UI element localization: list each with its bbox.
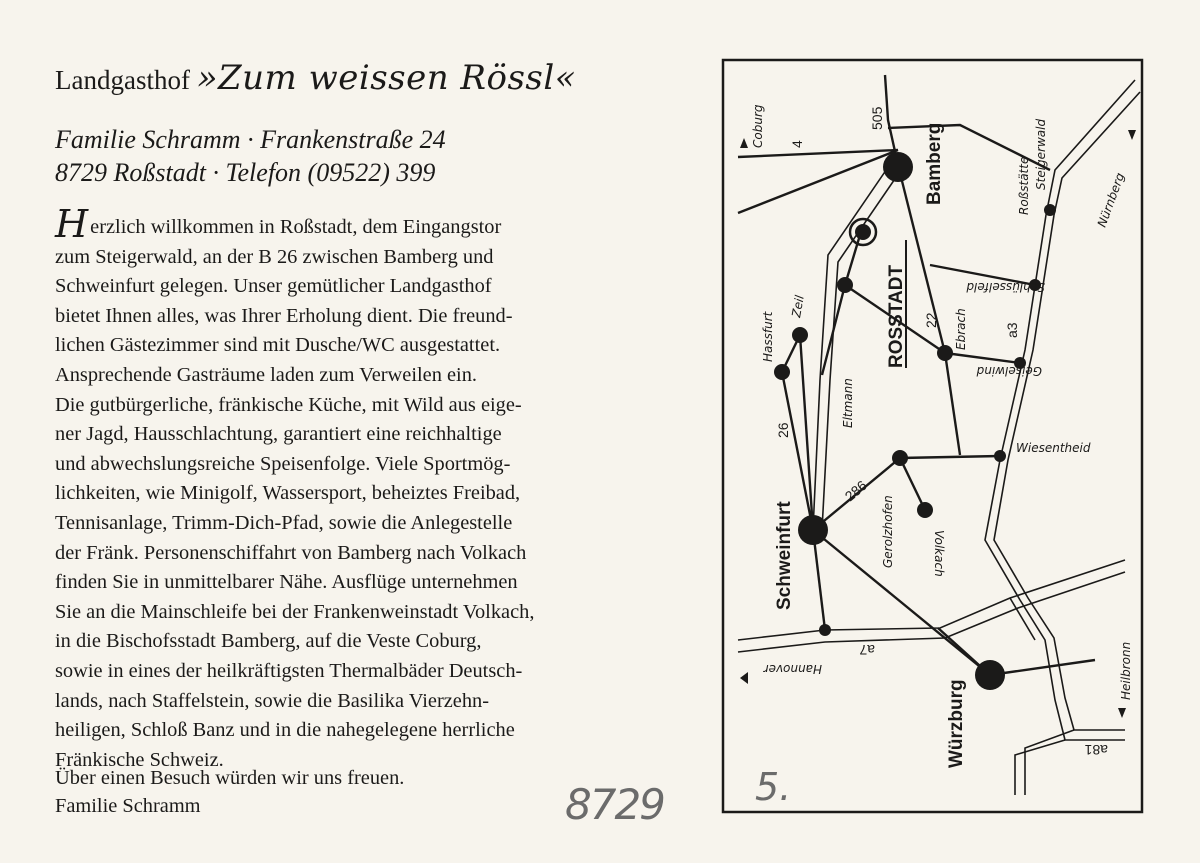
body-line: heiligen, Schloß Banz und in die nahegelegene herrliche <box>55 719 515 742</box>
road-a7-label: a7 <box>859 642 875 658</box>
address-line-1: Familie Schramm · Frankenstraße 24 <box>55 125 446 154</box>
body-line: und abwechslungsreiche Speisenfolge. Viele Sportmög- <box>55 452 511 475</box>
coburg-label: Coburg <box>751 104 765 148</box>
body-line: bietet Ihnen alles, was Ihrer Erholung dient. Die freund- <box>55 304 513 327</box>
road-a3-label: a3 <box>1004 322 1020 338</box>
body-line: Ansprechende Gasträume laden zum Verweilen ein. <box>55 363 477 386</box>
heilbronn-label: Heilbronn <box>1119 641 1133 700</box>
body-line: in die Bischofsstadt Bamberg, auf die Veste Coburg, <box>55 630 482 653</box>
drop-cap: H <box>55 202 89 246</box>
body-line: lichkeiten, wie Minigolf, Wassersport, beheiztes Freibad, <box>55 482 521 505</box>
steigerwald-label: Steigerwald <box>1034 118 1048 190</box>
bamberg-marker <box>883 152 913 182</box>
ebrach-label: Ebrach <box>954 308 968 350</box>
eltmann-label: Eltmann <box>841 378 855 428</box>
body-line: sowie in eines der heilkräftigsten Thermalbäder Deutsch- <box>55 659 523 682</box>
body-line: Sie an die Mainschleife bei der Frankenweinstadt Volkach, <box>55 600 535 623</box>
body-line-text: erzlich willkommen in Roßstadt, dem Eingangstor <box>90 216 502 238</box>
road-286-label: 286 <box>841 477 870 505</box>
body-line: der Fränk. Personenschiffahrt von Bamberg nach Volkach <box>55 541 527 564</box>
closing-line-2: Familie Schramm <box>55 795 201 817</box>
wiesentheid-label: Wiesentheid <box>1016 441 1091 455</box>
body-line: ner Jagd, Hausschlachtung, garantiert eine reichhaltige <box>55 423 502 446</box>
hannover-label: Hannover <box>763 662 822 676</box>
body-line: Schweinfurt gelegen. Unser gemütlicher Landgasthof <box>55 275 492 298</box>
pencil-postcode: 8729 <box>565 780 664 829</box>
title-script: »Zum weissen Rössl« <box>196 58 577 98</box>
rossstadt-label: ROSSTADT <box>886 264 907 368</box>
wuerzburg-marker <box>975 660 1005 690</box>
road-26-label: 26 <box>775 422 791 438</box>
road-22-label: 22 <box>923 312 939 328</box>
schluesselfeld-label: Schlüsselfeld <box>966 280 1045 294</box>
address-line-2: 8729 Roßstadt · Telefon (09522) 399 <box>55 158 436 187</box>
body-line: finden Sie in unmittelbarer Nähe. Ausflüge unternehmen <box>55 571 518 594</box>
body-line: lands, nach Staffelstein, sowie die Basilika Vierzehn- <box>55 689 490 712</box>
wuerzburg-label: Würzburg <box>946 679 967 768</box>
road-4-label: 4 <box>789 140 805 148</box>
title-prefix: Landgasthof <box>55 65 190 95</box>
zeil-label: Zeil <box>789 294 807 319</box>
road-a81-label: a81 <box>1084 742 1108 758</box>
bamberg-label: Bamberg <box>924 122 945 205</box>
direction-arrows <box>740 130 1136 718</box>
nuernberg-label: Nürnberg <box>1094 170 1128 230</box>
hassfurt-label: Hassfurt <box>761 311 775 362</box>
body-line: Tennisanlage, Trimm-Dich-Pfad, sowie die Anlegestelle <box>55 511 513 534</box>
volkach-label: Volkach <box>932 530 946 577</box>
rosstaette-label: Roßstätte <box>1017 156 1031 215</box>
road-505-label: 505 <box>869 106 885 130</box>
pencil-number: 5. <box>755 765 792 809</box>
body-line: lichen Gästezimmer sind mit Dusche/WC ausgestattet. <box>55 334 501 357</box>
geiselwind-label: Geiselwind <box>976 364 1042 378</box>
body-line: Fränkische Schweiz. <box>55 748 224 771</box>
body-line: Die gutbürgerliche, fränkische Küche, mit Wild aus eige- <box>55 393 522 416</box>
closing-line-1: Über einen Besuch würden wir uns freuen. <box>55 767 405 789</box>
schweinfurt-marker <box>798 515 828 545</box>
autobahn-a7 <box>738 560 1125 652</box>
gerolzhofen-label: Gerolzhofen <box>881 495 895 568</box>
body-line: zum Steigerwald, an der B 26 zwischen Bamberg und <box>55 245 494 268</box>
autobahn-a73 <box>1046 80 1140 215</box>
schweinfurt-label: Schweinfurt <box>774 501 795 610</box>
